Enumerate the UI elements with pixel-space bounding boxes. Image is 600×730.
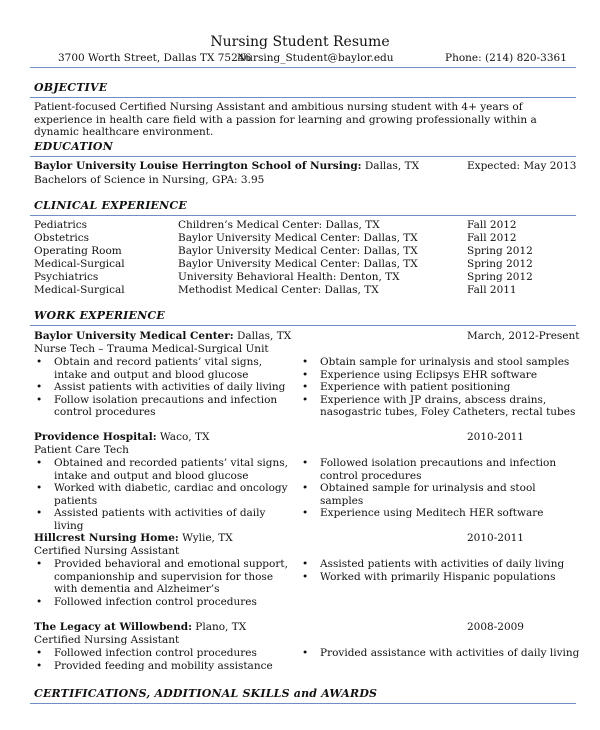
list-item: • Assisted patients with activities of daily living [34, 507, 290, 532]
list-item: • Obtain and record patients’ vital signs, intake and output and blood glucose [34, 356, 290, 381]
clinical-term: Spring 2012 [467, 271, 533, 283]
employer-name: The Legacy at Willowbend: [34, 621, 192, 633]
employer-location: Waco, TX [156, 431, 210, 443]
employer-line [34, 431, 209, 444]
contact-line [0, 52, 600, 65]
clinical-row [0, 232, 600, 245]
clinical-heading: CLINICAL EXPERIENCE [34, 199, 187, 212]
job-duties-left [34, 647, 290, 672]
employer-name: Providence Hospital: [34, 431, 157, 443]
list-item: • Assisted patients with activities of daily living [300, 558, 582, 571]
list-item: • Followed infection control procedures [34, 596, 290, 609]
job-header [0, 431, 600, 444]
clinical-site: Methodist Medical Center: Dallas, TX [178, 284, 379, 296]
school-location: Dallas, TX [361, 160, 420, 172]
clinical-area: Psychiatrics [34, 271, 99, 283]
clinical-term: Fall 2011 [467, 284, 517, 296]
list-item: • Provided behavioral and emotional support, companionship and supervision for those with dementia and Alzheimer’s [34, 558, 290, 596]
job-dates: 2008-2009 [467, 621, 524, 633]
divider [30, 156, 576, 157]
clinical-row [0, 284, 600, 297]
job-dates: 2010-2011 [467, 431, 524, 443]
employer-line [34, 330, 291, 343]
employer-line [34, 532, 233, 545]
list-item: • Experience using Eclipsys EHR software [300, 369, 582, 382]
list-item: • Obtained and recorded patients’ vital signs, intake and output and blood glucose [34, 457, 290, 482]
job-header [0, 532, 600, 545]
clinical-area: Operating Room [34, 245, 122, 257]
job-header [0, 621, 600, 634]
certifications-heading: CERTIFICATIONS, ADDITIONAL SKILLS and AWARDS [34, 687, 378, 700]
divider [30, 325, 576, 326]
job-role: Certified Nursing Assistant [34, 634, 180, 646]
list-item: • Followed infection control procedures [34, 647, 290, 660]
clinical-area: Pediatrics [34, 219, 88, 231]
list-item: • Provided assistance with activities of daily living [300, 647, 582, 660]
job-duties-right [300, 356, 582, 419]
education-heading: EDUCATION [34, 140, 113, 153]
page-title: Nursing Student Resume [210, 34, 390, 50]
list-item: • Follow isolation precautions and infection control procedures [34, 394, 290, 419]
job-duties-left [34, 457, 290, 533]
list-item: • Experience with patient positioning [300, 381, 582, 394]
divider [30, 703, 576, 704]
clinical-term: Spring 2012 [467, 258, 533, 270]
employer-location: Dallas, TX [233, 330, 292, 342]
address: 3700 Worth Street, Dallas TX 75246 [58, 52, 252, 64]
list-item: • Experience using Meditech HER software [300, 507, 582, 520]
divider [30, 215, 576, 216]
clinical-row [0, 258, 600, 271]
clinical-site: University Behavioral Health: Denton, TX [178, 271, 400, 283]
work-heading: WORK EXPERIENCE [34, 309, 165, 322]
job-duties-right [300, 457, 582, 520]
job-role: Patient Care Tech [34, 444, 129, 456]
list-item: • Assist patients with activities of daily living [34, 381, 290, 394]
clinical-area: Medical-Surgical [34, 258, 125, 270]
clinical-term: Fall 2012 [467, 219, 517, 231]
clinical-row [0, 245, 600, 258]
clinical-site: Baylor University Medical Center: Dallas, TX [178, 232, 418, 244]
clinical-area: Medical-Surgical [34, 284, 125, 296]
employer-location: Wylie, TX [178, 532, 233, 544]
job-role: Nurse Tech – Trauma Medical-Surgical Unit [34, 343, 269, 355]
degree: Bachelors of Science in Nursing, GPA: 3.95 [34, 174, 265, 186]
list-item: • Experience with JP drains, abscess drains, nasogastric tubes, Foley Catheters, rectal tubes [300, 394, 582, 419]
job-dates: 2010-2011 [467, 532, 524, 544]
clinical-site: Children’s Medical Center: Dallas, TX [178, 219, 380, 231]
school-line [34, 160, 419, 173]
job-role: Certified Nursing Assistant [34, 545, 180, 557]
list-item: • Followed isolation precautions and infection control procedures [300, 457, 582, 482]
clinical-row [0, 219, 600, 232]
employer-name: Hillcrest Nursing Home: [34, 532, 179, 544]
job-duties-right [300, 558, 582, 583]
clinical-term: Spring 2012 [467, 245, 533, 257]
objective-text: Patient-focused Certified Nursing Assistant and ambitious nursing student with 4+ years of experience in health care field with a passion for learning and growing professionally within a dynamic healthcare environment. [34, 101, 537, 139]
clinical-area: Obstetrics [34, 232, 90, 244]
employer-location: Plano, TX [191, 621, 247, 633]
clinical-term: Fall 2012 [467, 232, 517, 244]
job-duties-right [300, 647, 582, 660]
email: Nursing_Student@baylor.edu [237, 52, 394, 64]
job-duties-left [34, 356, 290, 419]
employer-name: Baylor University Medical Center: [34, 330, 234, 342]
list-item: • Worked with diabetic, cardiac and oncology patients [34, 482, 290, 507]
clinical-site: Baylor University Medical Center: Dallas, TX [178, 245, 418, 257]
list-item: • Obtained sample for urinalysis and stool samples [300, 482, 582, 507]
job-dates: March, 2012-Present [467, 330, 580, 342]
divider [30, 97, 576, 98]
education-row [0, 160, 600, 173]
school-name: Baylor University Louise Herrington School of Nursing: [34, 160, 362, 172]
clinical-site: Baylor University Medical Center: Dallas, TX [178, 258, 418, 270]
phone: Phone: (214) 820-3361 [445, 52, 567, 64]
objective-heading: OBJECTIVE [34, 81, 108, 94]
job-duties-left [34, 558, 290, 608]
list-item: • Obtain sample for urinalysis and stool samples [300, 356, 582, 369]
education-date: Expected: May 2013 [467, 160, 577, 172]
divider [30, 67, 576, 68]
employer-line [34, 621, 246, 634]
list-item: • Worked with primarily Hispanic populations [300, 571, 582, 584]
clinical-row [0, 271, 600, 284]
job-header [0, 330, 600, 343]
list-item: • Provided feeding and mobility assistance [34, 660, 290, 673]
